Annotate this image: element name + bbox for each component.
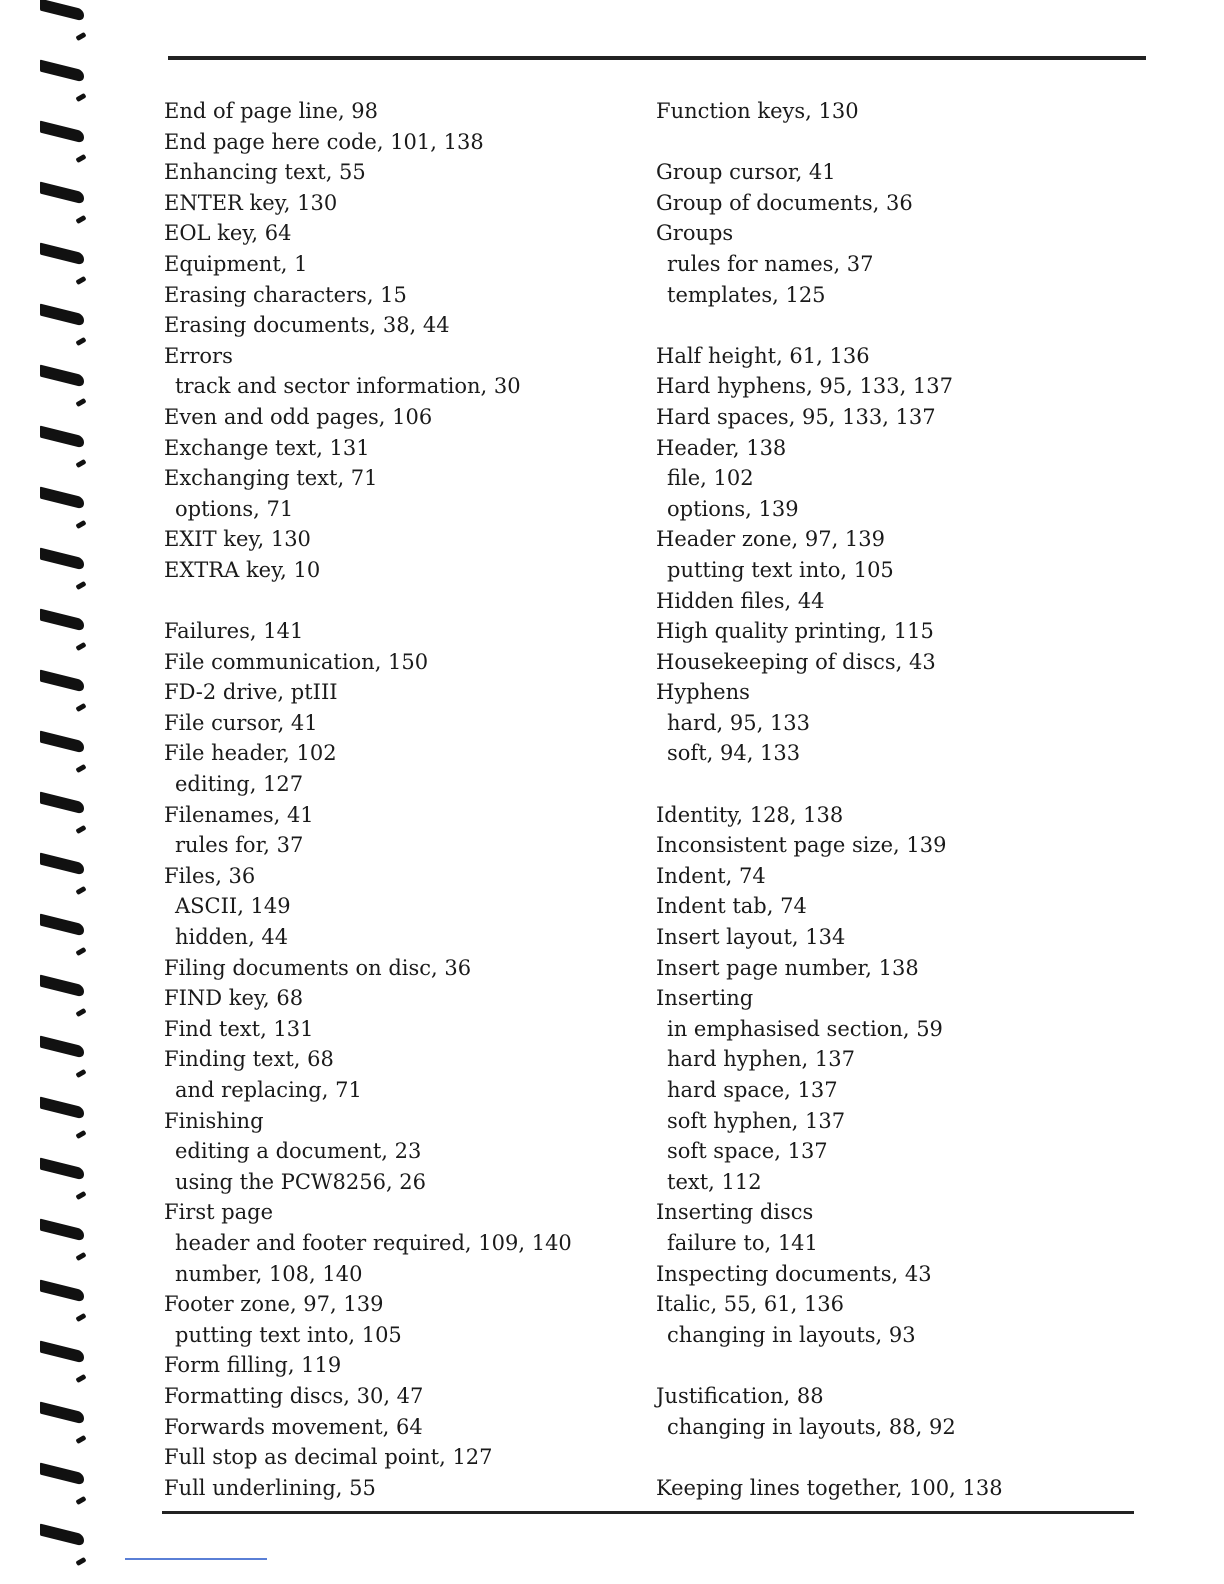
binding-wire (75, 337, 86, 346)
binding-hole (40, 182, 84, 205)
binding-hole (40, 731, 84, 754)
binding-wire (75, 642, 86, 651)
index-entry: Formatting discs, 30, 47 (164, 1383, 424, 1408)
index-entry: Hyphens (656, 680, 750, 705)
binding-hole (40, 1036, 84, 1059)
spiral-binding (36, 0, 96, 1584)
index-entry: Exchanging text, 71 (164, 466, 378, 491)
index-entry: Form filling, 119 (164, 1353, 342, 1378)
binding-wire (75, 1313, 86, 1322)
binding-wire (75, 215, 86, 224)
binding-wire (75, 1557, 86, 1566)
index-entry: Group cursor, 41 (656, 160, 836, 185)
binding-wire (75, 886, 86, 895)
binding-wire (75, 1252, 86, 1261)
binding-wire (75, 32, 86, 41)
index-entry: Header, 138 (656, 435, 787, 460)
binding-hole (40, 609, 84, 632)
index-entry: FIND key, 68 (164, 986, 304, 1011)
index-entry: Insert layout, 134 (656, 925, 846, 950)
index-entry: Keeping lines together, 100, 138 (656, 1475, 1003, 1500)
binding-hole (40, 243, 84, 266)
index-entry: Filing documents on disc, 36 (164, 955, 472, 980)
index-subentry: using the PCW8256, 26 (175, 1169, 427, 1194)
index-entry: Hidden files, 44 (656, 588, 825, 613)
top-rule (168, 56, 1146, 60)
index-subentry: soft space, 137 (667, 1139, 828, 1164)
index-entry: Exchange text, 131 (164, 435, 370, 460)
binding-wire (75, 520, 86, 529)
index-subentry: changing in layouts, 88, 92 (667, 1414, 956, 1439)
index-entry: Indent tab, 74 (656, 894, 807, 919)
index-entry: EOL key, 64 (164, 221, 292, 246)
index-entry: Italic, 55, 61, 136 (656, 1292, 845, 1317)
index-subentry: editing a document, 23 (175, 1139, 422, 1164)
index-gap (164, 586, 604, 617)
binding-hole (40, 548, 84, 571)
binding-hole (40, 1097, 84, 1120)
index-gap (656, 769, 1136, 800)
index-entry: Find text, 131 (164, 1016, 314, 1041)
binding-wire (75, 1008, 86, 1017)
index-subentry: soft, 94, 133 (667, 741, 801, 766)
index-entry: ENTER key, 130 (164, 190, 338, 215)
binding-hole (40, 1341, 84, 1364)
index-subentry: track and sector information, 30 (175, 374, 521, 399)
index-entry: Groups (656, 221, 734, 246)
index-subentry: soft hyphen, 137 (667, 1108, 846, 1133)
index-subentry: options, 139 (667, 496, 799, 521)
index-entry: Filenames, 41 (164, 802, 314, 827)
index-entry: Errors (164, 343, 233, 368)
index-entry: Equipment, 1 (164, 251, 308, 276)
index-subentry: ASCII, 149 (175, 894, 291, 919)
footer-link-underline (125, 1558, 267, 1560)
binding-hole (40, 60, 84, 83)
index-entry: Group of documents, 36 (656, 190, 913, 215)
binding-hole (40, 914, 84, 937)
index-subentry: putting text into, 105 (667, 557, 894, 582)
index-subentry: rules for, 37 (175, 833, 304, 858)
binding-wire (75, 1496, 86, 1505)
index-entry: FD-2 drive, ptIII (164, 680, 338, 705)
index-subentry: editing, 127 (175, 772, 304, 797)
binding-wire (75, 398, 86, 407)
index-subentry: putting text into, 105 (175, 1322, 402, 1347)
binding-hole (40, 853, 84, 876)
binding-wire (75, 1374, 86, 1383)
binding-wire (75, 764, 86, 773)
index-entry: Files, 36 (164, 863, 256, 888)
index-subentry: hard, 95, 133 (667, 710, 811, 735)
index-subentry: options, 71 (175, 496, 294, 521)
binding-hole (40, 365, 84, 388)
binding-wire (75, 276, 86, 285)
index-entry: File cursor, 41 (164, 710, 318, 735)
index-entry: Housekeeping of discs, 43 (656, 649, 936, 674)
index-subentry: hard space, 137 (667, 1078, 838, 1102)
index-entry: Indent, 74 (656, 863, 766, 888)
binding-wire (75, 1069, 86, 1078)
index-entry: Identity, 128, 138 (656, 802, 844, 827)
index-entry: End of page line, 98 (164, 99, 379, 123)
index-entry: Full stop as decimal point, 127 (164, 1445, 493, 1470)
index-entry: EXIT key, 130 (164, 527, 311, 552)
binding-wire (75, 1130, 86, 1139)
index-column-left (164, 96, 604, 1503)
binding-wire (75, 581, 86, 590)
index-entry: File communication, 150 (164, 649, 429, 674)
index-entry: High quality printing, 115 (656, 619, 934, 644)
binding-hole (40, 1402, 84, 1425)
index-entry: Half height, 61, 136 (656, 343, 870, 368)
index-entry: End page here code, 101, 138 (164, 129, 484, 154)
index-entry: Finishing (164, 1108, 264, 1133)
index-subentry: and replacing, 71 (175, 1078, 362, 1102)
index-entry: Inserting (656, 986, 754, 1011)
binding-hole (40, 670, 84, 693)
index-entry: File header, 102 (164, 741, 337, 766)
binding-hole (40, 0, 84, 21)
index-entry: Function keys, 130 (656, 99, 859, 123)
index-entry: Insert page number, 138 (656, 955, 919, 980)
binding-wire (75, 459, 86, 468)
index-entry: Erasing characters, 15 (164, 282, 407, 307)
index-gap (656, 1442, 1136, 1473)
binding-hole (40, 792, 84, 815)
index-entry: Hard spaces, 95, 133, 137 (656, 404, 936, 429)
index-subentry: text, 112 (667, 1169, 762, 1194)
index-entry: Footer zone, 97, 139 (164, 1292, 384, 1317)
index-entry: Full underlining, 55 (164, 1475, 376, 1500)
index-entry: First page (164, 1200, 274, 1225)
index-column-right (656, 96, 1136, 1503)
index-entry: Failures, 141 (164, 619, 304, 644)
index-entry: Inconsistent page size, 139 (656, 833, 947, 858)
binding-hole (40, 304, 84, 327)
index-subentry: changing in layouts, 93 (667, 1322, 916, 1347)
binding-hole (40, 1158, 84, 1181)
index-gap (656, 127, 1136, 158)
binding-wire (75, 1191, 86, 1200)
index-entry: Finding text, 68 (164, 1047, 334, 1072)
index-gap (656, 1350, 1136, 1381)
index-subentry: rules for names, 37 (667, 251, 874, 276)
index-subentry: hidden, 44 (175, 925, 289, 950)
index-subentry: templates, 125 (667, 282, 826, 307)
binding-hole (40, 426, 84, 449)
binding-wire (75, 703, 86, 712)
binding-hole (40, 1219, 84, 1242)
index-subentry: hard hyphen, 137 (667, 1047, 855, 1072)
index-subentry: header and footer required, 109, 140 (175, 1230, 572, 1255)
binding-hole (40, 975, 84, 998)
bottom-rule (162, 1511, 1134, 1514)
binding-wire (75, 825, 86, 834)
binding-wire (75, 154, 86, 163)
binding-hole (40, 1463, 84, 1486)
index-entry: Even and odd pages, 106 (164, 404, 433, 429)
index-entry: Inserting discs (656, 1200, 814, 1225)
binding-wire (75, 1435, 86, 1444)
index-entry: Erasing documents, 38, 44 (164, 313, 450, 338)
binding-wire (75, 93, 86, 102)
binding-hole (40, 121, 84, 144)
index-entry: Inspecting documents, 43 (656, 1261, 932, 1286)
index-entry: Justification, 88 (656, 1383, 824, 1408)
index-entry: Hard hyphens, 95, 133, 137 (656, 374, 954, 399)
index-entry: Forwards movement, 64 (164, 1414, 423, 1439)
index-subentry: in emphasised section, 59 (667, 1016, 943, 1041)
binding-hole (40, 1524, 84, 1547)
index-subentry: number, 108, 140 (175, 1261, 363, 1286)
binding-hole (40, 487, 84, 510)
binding-wire (75, 947, 86, 956)
index-entry: Header zone, 97, 139 (656, 527, 886, 552)
binding-hole (40, 1280, 84, 1303)
index-entry: EXTRA key, 10 (164, 557, 321, 582)
index-gap (656, 310, 1136, 341)
index-entry: Enhancing text, 55 (164, 160, 366, 185)
index-subentry: failure to, 141 (667, 1230, 818, 1255)
index-subentry: file, 102 (667, 466, 754, 491)
